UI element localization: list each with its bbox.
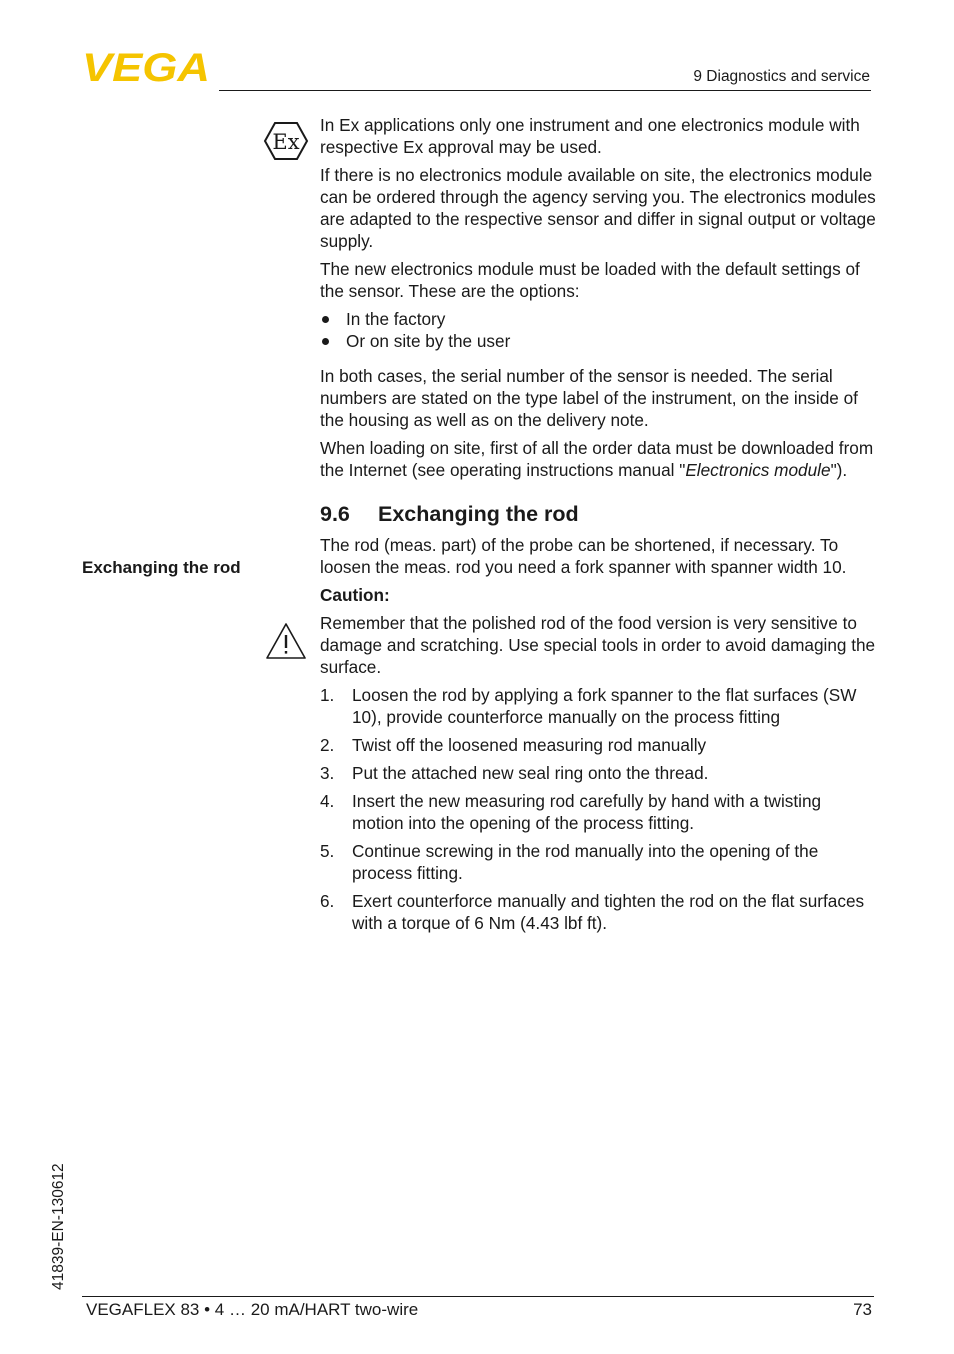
step-item: 1. Loosen the rod by applying a fork spanner to the flat surfaces (SW 10), provide counterforce manually on the process fitting bbox=[320, 685, 857, 727]
step-item: 2. Twist off the loosened measuring rod manually bbox=[320, 735, 707, 755]
step-item: 5. Continue screwing in the rod manually into the opening of the process fitting. bbox=[320, 841, 819, 883]
caution-title: Caution: bbox=[320, 585, 390, 605]
section-heading bbox=[320, 501, 876, 527]
footer-title: VEGAFLEX 83 • 4 … 20 mA/HART two-wire bbox=[86, 1300, 419, 1319]
header-divider bbox=[219, 90, 871, 91]
options-list bbox=[320, 308, 876, 352]
intro-paragraph-2: If there is no electronics module available on site, the electronics module can be ordered through the agency serving you. The electronics modules are adapted to the respective sensor and differ in signal output or voltage supply. bbox=[320, 165, 876, 251]
step-item: 3. Put the attached new seal ring onto the thread. bbox=[320, 763, 709, 783]
main-content bbox=[320, 114, 876, 940]
svg-text:Ex: Ex bbox=[272, 130, 300, 154]
steps-list bbox=[320, 684, 876, 934]
margin-label: Exchanging the rod bbox=[82, 558, 241, 577]
ex-approval-icon bbox=[263, 121, 309, 161]
document-id: 41839-EN-130612 bbox=[50, 1163, 67, 1290]
section-paragraph: The rod (meas. part) of the probe can be shortened, if necessary. To loosen the meas. rod you need a fork spanner with spanner width 10. bbox=[320, 535, 847, 577]
section-number: 9.6 bbox=[320, 502, 350, 526]
step-item: 6. Exert counterforce manually and tighten the rod on the flat surfaces with a torque of 6 Nm (4.43 lbf ft). bbox=[320, 891, 865, 933]
section-title: Exchanging the rod bbox=[378, 502, 579, 526]
intro-paragraph-1: In Ex applications only one instrument and one electronics module with respective Ex approval may be used. bbox=[320, 115, 860, 157]
page-number: 73 bbox=[853, 1300, 872, 1319]
manual-title: Electronics module bbox=[685, 460, 831, 480]
step-item: 4. Insert the new measuring rod carefully by hand with a twisting motion into the opening of the process fitting. bbox=[320, 791, 822, 833]
caution-text: Remember that the polished rod of the food version is very sensitive to damage and scratching. Use special tools in order to avoid damaging the surface. bbox=[320, 613, 876, 677]
footer-divider bbox=[82, 1296, 874, 1297]
vega-logo bbox=[82, 50, 212, 84]
list-item: In the factory bbox=[320, 308, 876, 330]
intro-paragraph-4: In both cases, the serial number of the sensor is needed. The serial numbers are stated on the type label of the instrument, on the inside of the housing as well as on the delivery note. bbox=[320, 366, 858, 430]
header-section-title: 9 Diagnostics and service bbox=[693, 68, 870, 85]
warning-triangle-icon bbox=[265, 622, 307, 660]
list-item: Or on site by the user bbox=[320, 330, 876, 352]
intro-paragraph-5: When loading on site, first of all the order data must be downloaded from the Internet (see operating instructions manual "Electronics module"). bbox=[320, 438, 874, 480]
intro-paragraph-3: The new electronics module must be loaded with the default settings of the sensor. These are the options: bbox=[320, 259, 860, 301]
svg-text:VEGA: VEGA bbox=[82, 50, 210, 84]
